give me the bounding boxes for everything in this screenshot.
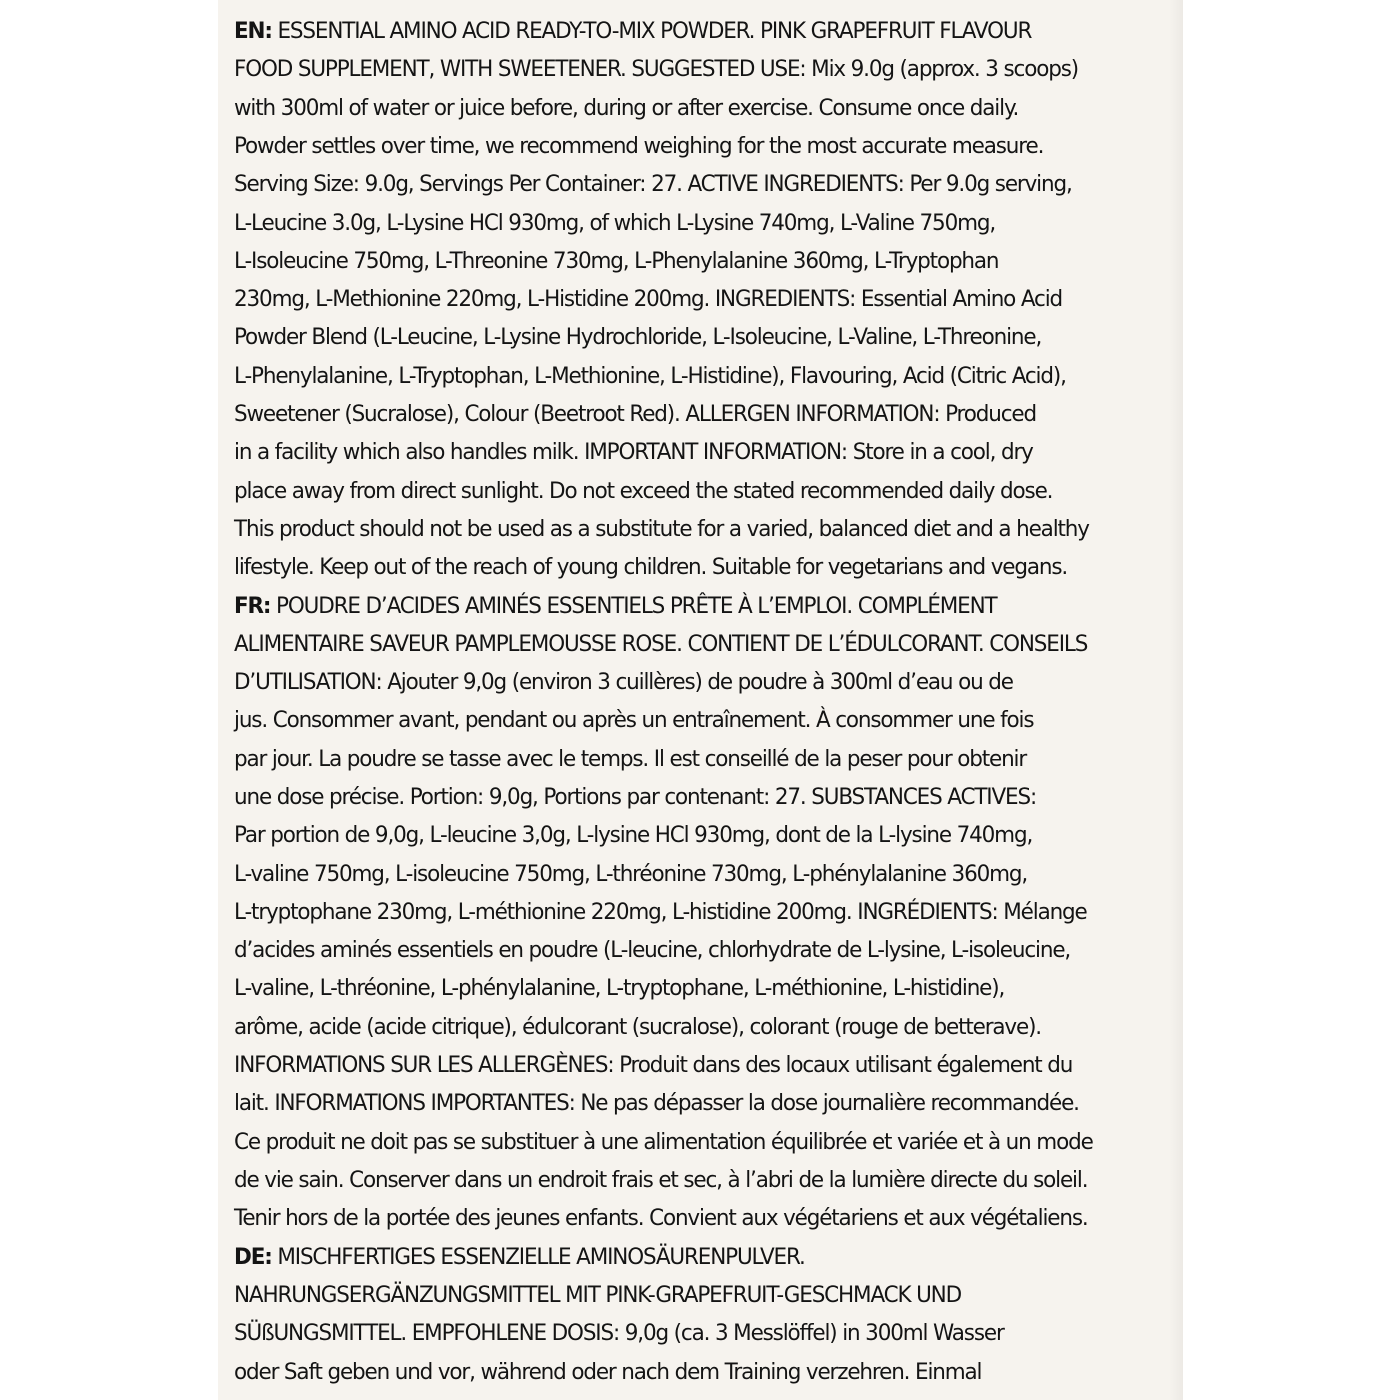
label-text-line: [234, 552, 1132, 582]
label-text-line: [234, 935, 1132, 965]
label-text-line: [234, 897, 1132, 927]
label-text: L-tryptophane 230mg, L-méthionine 220mg, L-histidine 200mg. INGRÉDIENTS: Mélange: [234, 899, 1087, 925]
label-text: de vie sain. Conserver dans un endroit frais et sec, à l’abri de la lumière directe du soleil.: [234, 1167, 1088, 1193]
label-text: lait. INFORMATIONS IMPORTANTES: Ne pas dépasser la dose journalière recommandée.: [234, 1090, 1079, 1116]
label-text-line: [234, 1088, 1132, 1118]
label-text-line: [234, 744, 1132, 774]
label-text: D’UTILISATION: Ajouter 9,0g (environ 3 cuillères) de poudre à 300ml d’eau ou de: [234, 669, 1013, 695]
label-text: SÜßUNGSMITTEL. EMPFOHLENE DOSIS: 9,0g (ca. 3 Messlöffel) in 300ml Wasser: [234, 1320, 1004, 1346]
label-text-line: [234, 54, 1132, 84]
label-text: L-Isoleucine 750mg, L-Threonine 730mg, L-Phenylalanine 360mg, L-Tryptophan: [234, 248, 999, 274]
label-text-line: [234, 93, 1132, 123]
label-text-line: [234, 820, 1132, 850]
label-text-line: [234, 131, 1132, 161]
label-text: Powder settles over time, we recommend weighing for the most accurate measure.: [234, 133, 1044, 159]
label-text: par jour. La poudre se tasse avec le temps. Il est conseillé de la peser pour obtenir: [234, 746, 1027, 772]
label-text-line: [234, 208, 1132, 238]
label-text: lifestyle. Keep out of the reach of young children. Suitable for vegetarians and vegans.: [234, 554, 1068, 580]
label-text-line: [234, 16, 1132, 46]
label-text-line: [234, 437, 1132, 467]
label-text: NAHRUNGSERGÄNZUNGSMITTEL MIT PINK-GRAPEFRUIT-GESCHMACK UND: [234, 1282, 962, 1308]
label-text: Par portion de 9,0g, L-leucine 3,0g, L-lysine HCl 930mg, dont de la L-lysine 740mg,: [234, 822, 1033, 848]
label-text-line: [234, 1012, 1132, 1042]
label-text: L-Phenylalanine, L-Tryptophan, L-Methionine, L-Histidine), Flavouring, Acid (Citric Acid),: [234, 363, 1066, 389]
label-text-line: [234, 1242, 1132, 1272]
label-text-line: [234, 476, 1132, 506]
label-text: Powder Blend (L-Leucine, L-Lysine Hydrochloride, L-Isoleucine, L-Valine, L-Threonine,: [234, 324, 1042, 350]
label-text: jus. Consommer avant, pendant ou après un entraînement. À consommer une fois: [234, 707, 1034, 733]
label-text: in a facility which also handles milk. IMPORTANT INFORMATION: Store in a cool, dry: [234, 439, 1033, 465]
label-text: Serving Size: 9.0g, Servings Per Container: 27. ACTIVE INGREDIENTS: Per 9.0g serving,: [234, 171, 1072, 197]
label-text-line: [234, 1357, 1132, 1387]
label-text-line: [234, 591, 1132, 621]
label-text-line: [234, 1165, 1132, 1195]
label-text: L-valine 750mg, L-isoleucine 750mg, L-thréonine 730mg, L-phénylalanine 360mg,: [234, 861, 1028, 887]
label-text-line: [234, 1050, 1132, 1080]
label-text: arôme, acide (acide citrique), édulcorant (sucralose), colorant (rouge de betterave).: [234, 1014, 1041, 1040]
label-text-line: [234, 1203, 1132, 1233]
label-text: ESSENTIAL AMINO ACID READY-TO-MIX POWDER. PINK GRAPEFRUIT FLAVOUR: [271, 18, 1032, 44]
label-text-line: [234, 1280, 1132, 1310]
label-text: d’acides aminés essentiels en poudre (L-leucine, chlorhydrate de L-lysine, L-isoleucine,: [234, 937, 1071, 963]
label-text: L-valine, L-thréonine, L-phénylalanine, L-tryptophane, L-méthionine, L-histidine),: [234, 975, 1005, 1001]
label-text-line: [234, 1127, 1132, 1157]
label-text-line: [234, 973, 1132, 1003]
label-text-line: [234, 399, 1132, 429]
language-code: DE:: [234, 1244, 272, 1270]
label-text-line: [234, 169, 1132, 199]
label-text: INFORMATIONS SUR LES ALLERGÈNES: Produit dans des locaux utilisant également du: [234, 1052, 1073, 1078]
label-text-line: [234, 246, 1132, 276]
label-text-line: [234, 322, 1132, 352]
label-text-line: [234, 705, 1132, 735]
label-text: L-Leucine 3.0g, L-Lysine HCl 930mg, of which L-Lysine 740mg, L-Valine 750mg,: [234, 210, 996, 236]
label-text: MISCHFERTIGES ESSENZIELLE AMINOSÄURENPULVER.: [271, 1244, 805, 1270]
label-text: oder Saft geben und vor, während oder nach dem Training verzehren. Einmal: [234, 1359, 982, 1385]
label-text: ALIMENTAIRE SAVEUR PAMPLEMOUSSE ROSE. CONTIENT DE L’ÉDULCORANT. CONSEILS: [234, 631, 1088, 657]
label-text: place away from direct sunlight. Do not exceed the stated recommended daily dose.: [234, 478, 1053, 504]
label-text: Sweetener (Sucralose), Colour (Beetroot Red). ALLERGEN INFORMATION: Produced: [234, 401, 1036, 427]
label-text: POUDRE D’ACIDES AMINÉS ESSENTIELS PRÊTE À L’EMPLOI. COMPLÉMENT: [270, 593, 997, 619]
label-text-line: [234, 514, 1132, 544]
label-text: une dose précise. Portion: 9,0g, Portions par contenant: 27. SUBSTANCES ACTIVES:: [234, 784, 1037, 810]
label-text-line: [234, 629, 1132, 659]
label-text: 230mg, L-Methionine 220mg, L-Histidine 200mg. INGREDIENTS: Essential Amino Acid: [234, 286, 1063, 312]
language-code: FR:: [234, 593, 271, 619]
language-code: EN:: [234, 18, 272, 44]
label-text-line: [234, 1318, 1132, 1348]
label-text-line: [234, 667, 1132, 697]
label-text-line: [234, 782, 1132, 812]
label-text: FOOD SUPPLEMENT, WITH SWEETENER. SUGGESTED USE: Mix 9.0g (approx. 3 scoops): [234, 56, 1078, 82]
label-text: Tenir hors de la portée des jeunes enfants. Convient aux végétariens et aux végétaliens.: [234, 1205, 1088, 1231]
label-text-line: [234, 284, 1132, 314]
label-text: with 300ml of water or juice before, during or after exercise. Consume once daily.: [234, 95, 1019, 121]
label-text-line: [234, 361, 1132, 391]
label-text: Ce produit ne doit pas se substituer à une alimentation équilibrée et variée et à un mode: [234, 1129, 1093, 1155]
label-text: This product should not be used as a substitute for a varied, balanced diet and a healthy: [234, 516, 1089, 542]
label-text-line: [234, 859, 1132, 889]
product-label: [218, 0, 1183, 1400]
